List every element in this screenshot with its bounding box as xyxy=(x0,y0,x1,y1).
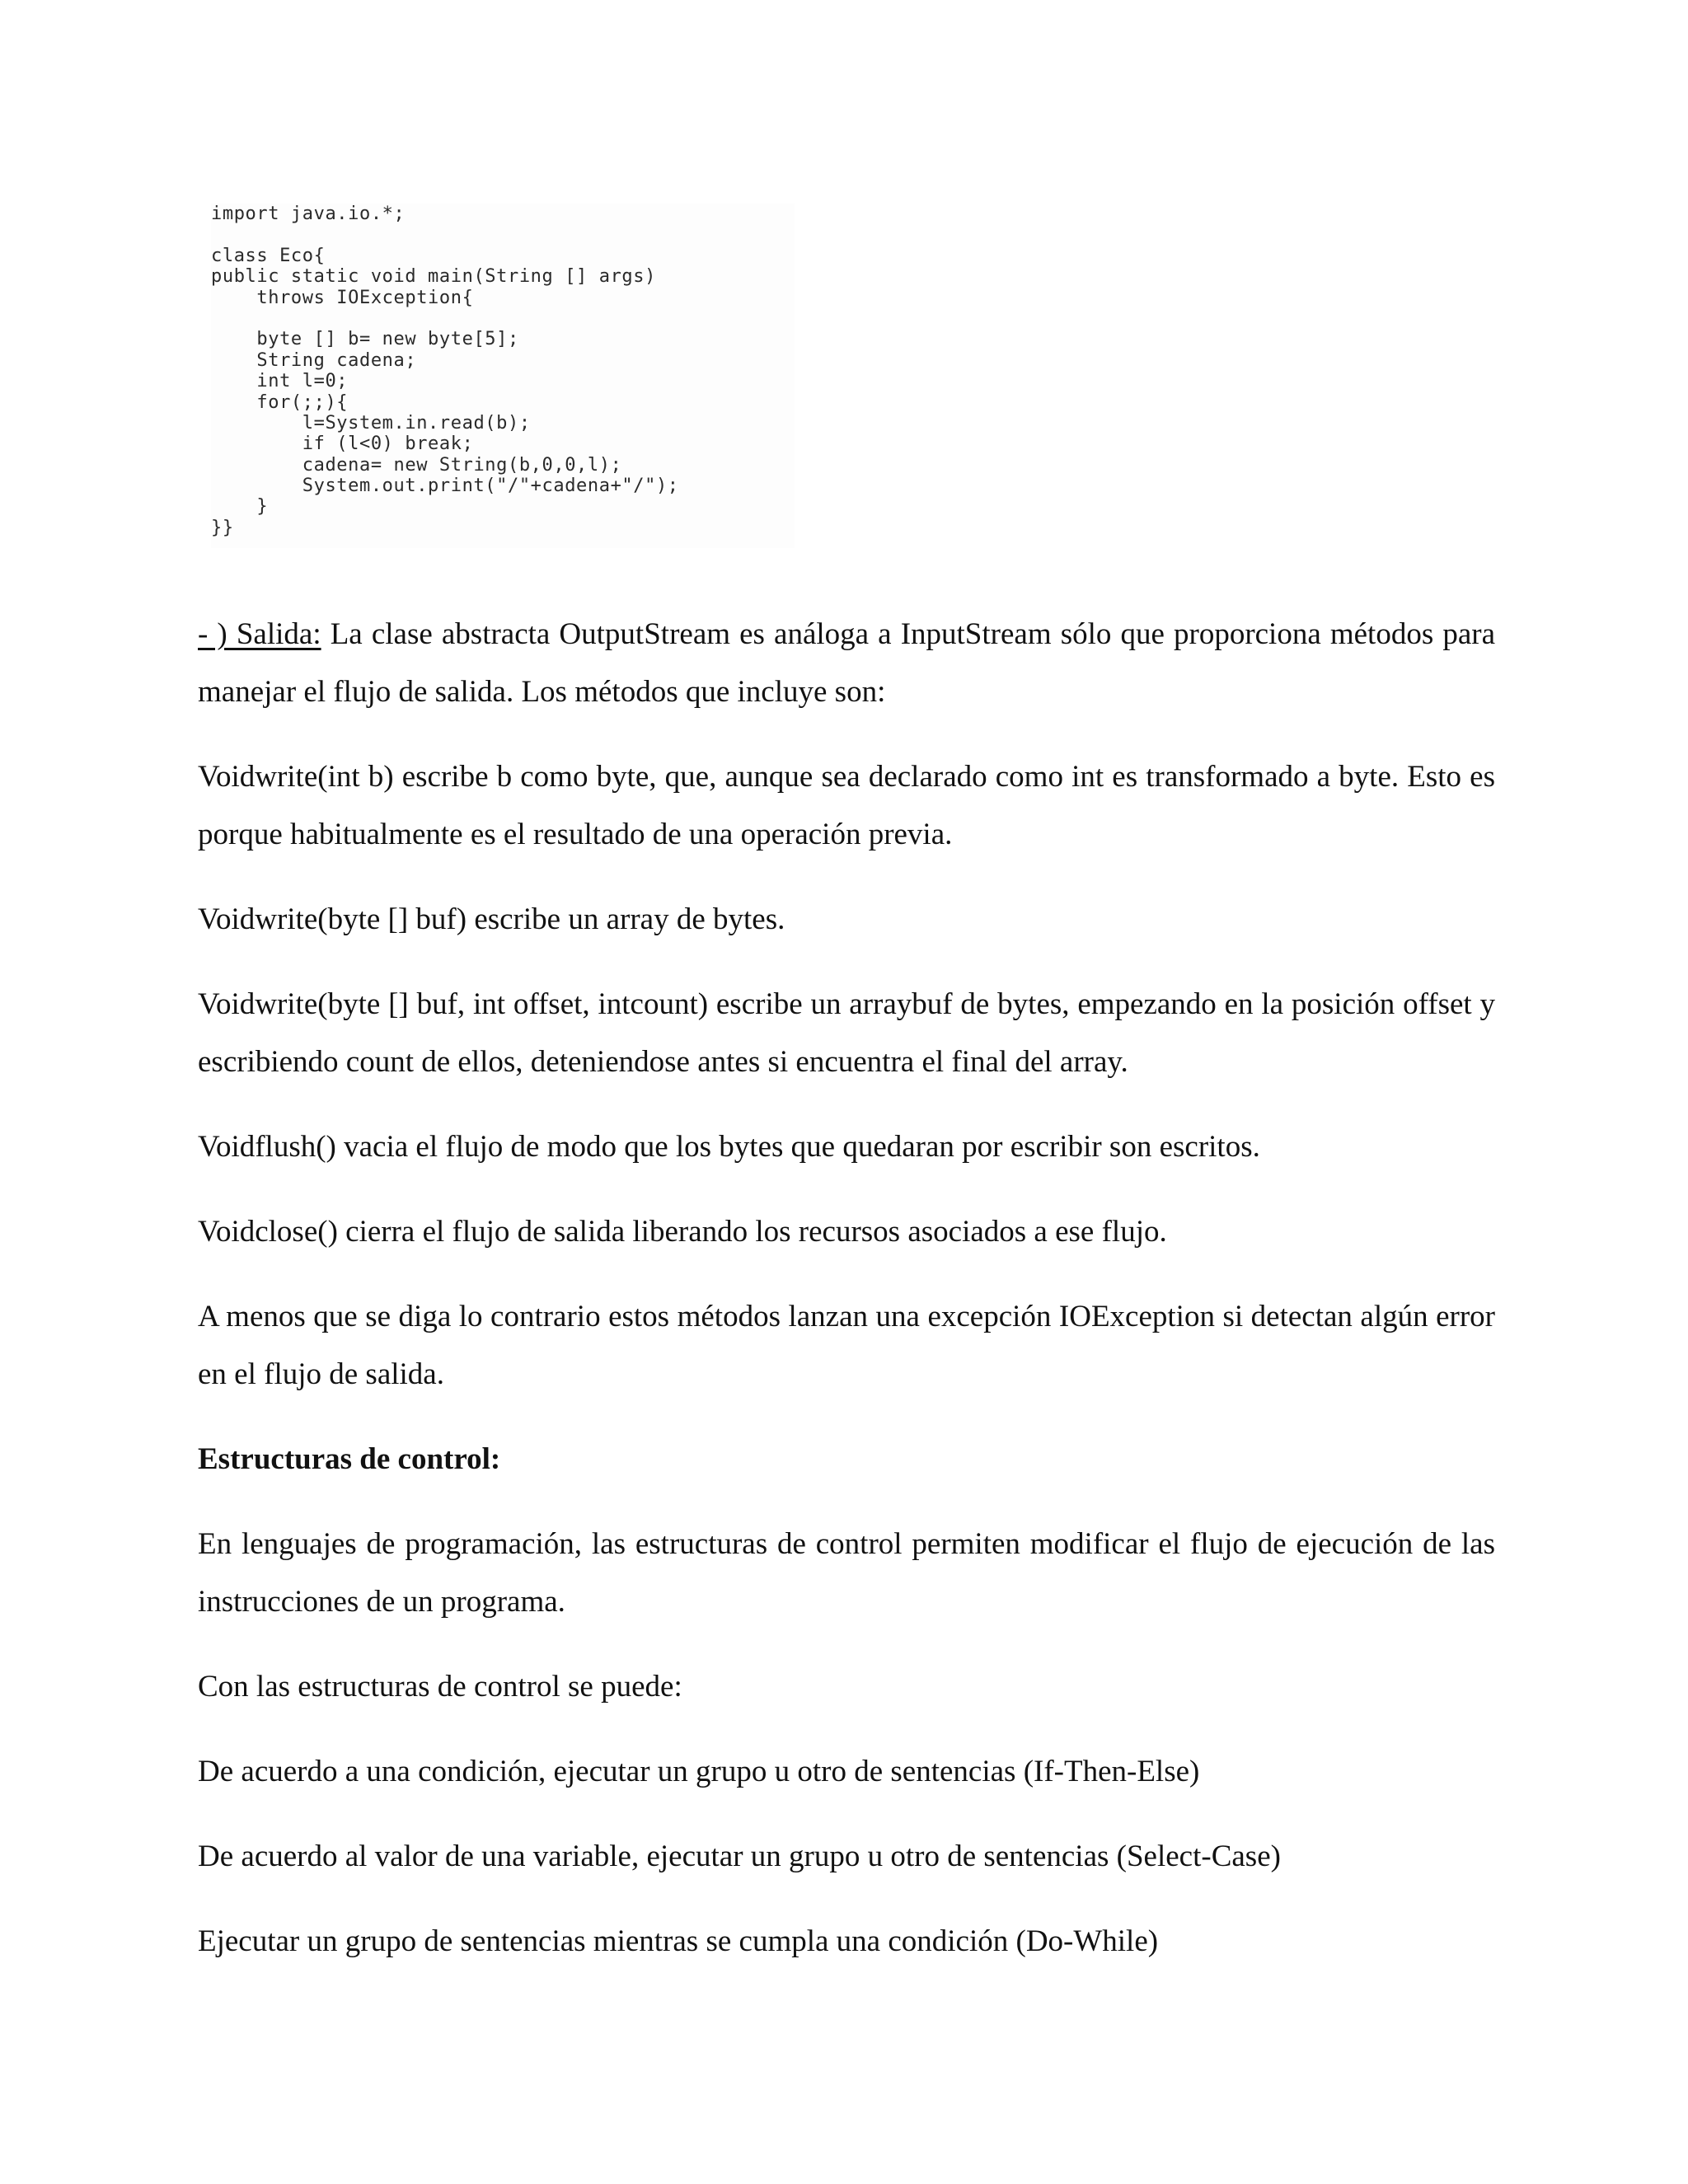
code-line xyxy=(211,308,795,329)
salida-label: - ) Salida: xyxy=(198,617,321,651)
code-line: l=System.in.read(b); xyxy=(211,412,531,434)
code-line: byte [] b= new byte[5]; xyxy=(211,329,519,350)
code-line: }} xyxy=(211,517,234,538)
code-line: class Eco{ xyxy=(211,245,326,266)
code-line: cadena= new String(b,0,0,l); xyxy=(211,454,622,476)
code-line: throws IOException{ xyxy=(211,287,474,308)
code-line: System.out.print("/"+cadena+"/"); xyxy=(211,476,679,497)
code-line xyxy=(211,224,795,245)
write-buf-paragraph: Voidwrite(byte [] buf) escribe un array de bytes. xyxy=(198,902,785,936)
do-while-paragraph: Ejecutar un grupo de sentencias mientras se cumpla una condición (Do-While) xyxy=(198,1924,1159,1958)
salida-text: La clase abstracta OutputStream es análoga a InputStream sólo que proporciona métodos para manejar el flujo de salida. Los métodos que incluye son: xyxy=(198,617,1496,709)
document-body xyxy=(198,606,1495,1998)
salida-paragraph xyxy=(198,606,1495,721)
code-line: String cadena; xyxy=(211,349,417,371)
close-paragraph: Voidclose() cierra el flujo de salida liberando los recursos asociados a ese flujo. xyxy=(198,1215,1167,1249)
code-snippet-image xyxy=(211,204,795,548)
languages-paragraph: En lenguajes de programación, las estructuras de control permiten modificar el flujo de ejecución de las instrucciones de un programa. xyxy=(198,1527,1495,1619)
if-then-else-paragraph: De acuerdo a una condición, ejecutar un grupo u otro de sentencias (If-Then-Else) xyxy=(198,1755,1200,1788)
write-offset-paragraph: Voidwrite(byte [] buf, int offset, intcount) escribe un arraybuf de bytes, empezando en la posición offset y escribiendo count de ellos, deteniendose antes si encuentra el final del array. xyxy=(198,987,1495,1079)
code-line: for(;;){ xyxy=(211,391,349,413)
with-structures-paragraph: Con las estructuras de control se puede: xyxy=(198,1670,682,1704)
write-int-paragraph: Voidwrite(int b) escribe b como byte, que, aunque sea declarado como int es transformado a byte. Esto es porque habitualmente es el resultado de una operación previa. xyxy=(198,760,1495,851)
exception-paragraph: A menos que se diga lo contrario estos métodos lanzan una excepción IOException si detectan algún error en el flujo de salida. xyxy=(198,1300,1495,1391)
code-line: import java.io.*; xyxy=(211,204,406,224)
section-heading: Estructuras de control: xyxy=(198,1442,501,1476)
code-line: int l=0; xyxy=(211,371,349,392)
flush-paragraph: Voidflush() vacia el flujo de modo que los bytes que quedaran por escribir son escritos. xyxy=(198,1130,1260,1164)
code-line: } xyxy=(211,496,269,518)
code-line: if (l<0) break; xyxy=(211,434,474,455)
select-case-paragraph: De acuerdo al valor de una variable, ejecutar un grupo u otro de sentencias (Select-Case) xyxy=(198,1840,1281,1873)
code-line: public static void main(String [] args) xyxy=(211,266,656,288)
